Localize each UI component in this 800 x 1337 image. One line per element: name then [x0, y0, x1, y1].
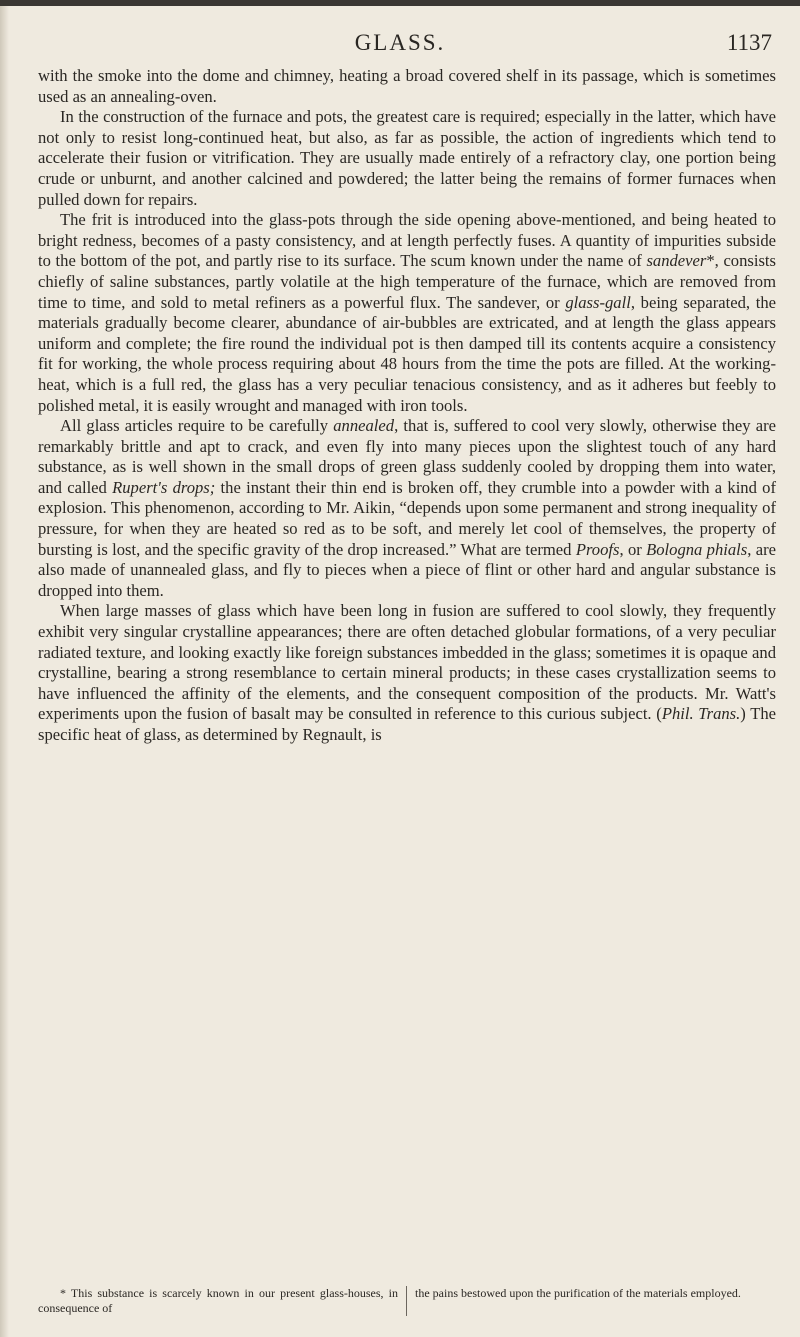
- text-run: ) The specific heat of glass, as determined by Regnault, is: [38, 704, 776, 744]
- text-run: , are also made of unannealed glass, and fly to pieces when a piece of flint or other hard and angular substance is dropped into them.: [38, 539, 776, 600]
- page-number: 1137: [726, 30, 772, 55]
- paragraph: [38, 601, 776, 745]
- text-run: The frit is introduced into the glass-pots through the side opening above-mentioned, and being heated to bright redness, becomes of a pasty consistency, and at length perfectly fuses. A quantity of impurities subside to the bottom of the pot, and partly rise to its surface. The scum known under the name of: [38, 210, 776, 271]
- text-run: , that is, suffered to cool very slowly, otherwise they are remarkably brittle and apt to crack, and even fly into many pieces upon the slightest touch of any hard substance, as is well shown in the small drops of green glass suddenly cooled by dropping them into water, and called: [38, 416, 777, 497]
- top-border: [0, 0, 800, 6]
- italic-text: Phil. Trans.: [661, 704, 741, 724]
- italic-text: sandever: [646, 251, 707, 271]
- text-run: , or: [619, 539, 647, 559]
- italic-text: Bologna phials: [646, 539, 748, 559]
- italic-text: annealed: [333, 416, 395, 436]
- footnote-right-column: the pains bestowed upon the purification of the materials employed.: [415, 1286, 741, 1300]
- italic-text: Rupert's drops;: [112, 477, 216, 497]
- text-run: In the construction of the furnace and pots, the greatest care is required; especially in the latter, which have not only to resist long-continued heat, but also, as far as possible, the action of ingredients which tend to accelerate their fusion or vitrification. They are usually made entirely of a refractory clay, one portion being crude or unburnt, and another calcined and powdered; the latter being the remains of former furnaces when pulled down for repairs.: [38, 107, 776, 209]
- text-run: with the smoke into the dome and chimney, heating a broad covered shelf in its passage, which is sometimes used as an annealing-oven.: [38, 66, 776, 106]
- text-run: When large masses of glass which have been long in fusion are suffered to cool slowly, they frequently exhibit very singular crystalline appearances; there are often detached globular formations, of a very peculiar radiated texture, and looking exactly like foreign substances imbedded in the glass; sometimes it is opaque and crystalline, bearing a strong resemblance to certain mineral products; in these cases crystallization seems to have influenced the affinity of the elements, and the consequent composition of the products. Mr. Watt's experiments upon the fusion of basalt may be consulted in reference to this curious subject. (: [38, 601, 776, 724]
- body-text: [38, 66, 776, 746]
- italic-text: glass-gall: [565, 292, 631, 312]
- text-run: *, consists chiefly of saline substances, partly volatile at the high temperature of the furnace, which are removed from time to time, and sold to metal refiners as a powerful flux. The sandever, or: [38, 251, 776, 312]
- paragraph: [38, 416, 776, 601]
- text-run: the instant their thin end is broken off, they crumble into a powder with a kind of explosion. This phenomenon, according to Mr. Aikin, “depends upon some permanent and strong inequality of pressure, for when they are heated so red as to be soft, and merely let cool of themselves, the property of bursting is lost, and the specific gravity of the drop increased.” What are termed: [38, 477, 776, 559]
- page-edge-shadow: [0, 6, 9, 1337]
- footnote: [38, 1286, 776, 1316]
- text-run: All glass articles require to be carefully: [60, 416, 334, 436]
- paragraph: [38, 66, 776, 107]
- text-run: , being separated, the materials gradually become clearer, abundance of air-bubbles are extricated, and at length the glass appears uniform and complete; the fire round the individual pot is then damped till its contents acquire a consistency fit for working, the whole process requiring about 48 hours from the time the pots are filled. At the working-heat, which is a full red, the glass has a very peculiar tenacious consistency, and as it adheres but feebly to polished metal, it is easily wrought and managed with iron tools.: [38, 292, 776, 415]
- paragraph: [38, 210, 776, 416]
- italic-text: Proofs: [575, 539, 620, 559]
- paragraph: [38, 107, 776, 210]
- running-title: GLASS.: [354, 30, 446, 55]
- footnote-left-column: * This substance is scarcely known in our present glass-houses, in consequence of: [38, 1286, 407, 1316]
- page-header: [0, 28, 800, 62]
